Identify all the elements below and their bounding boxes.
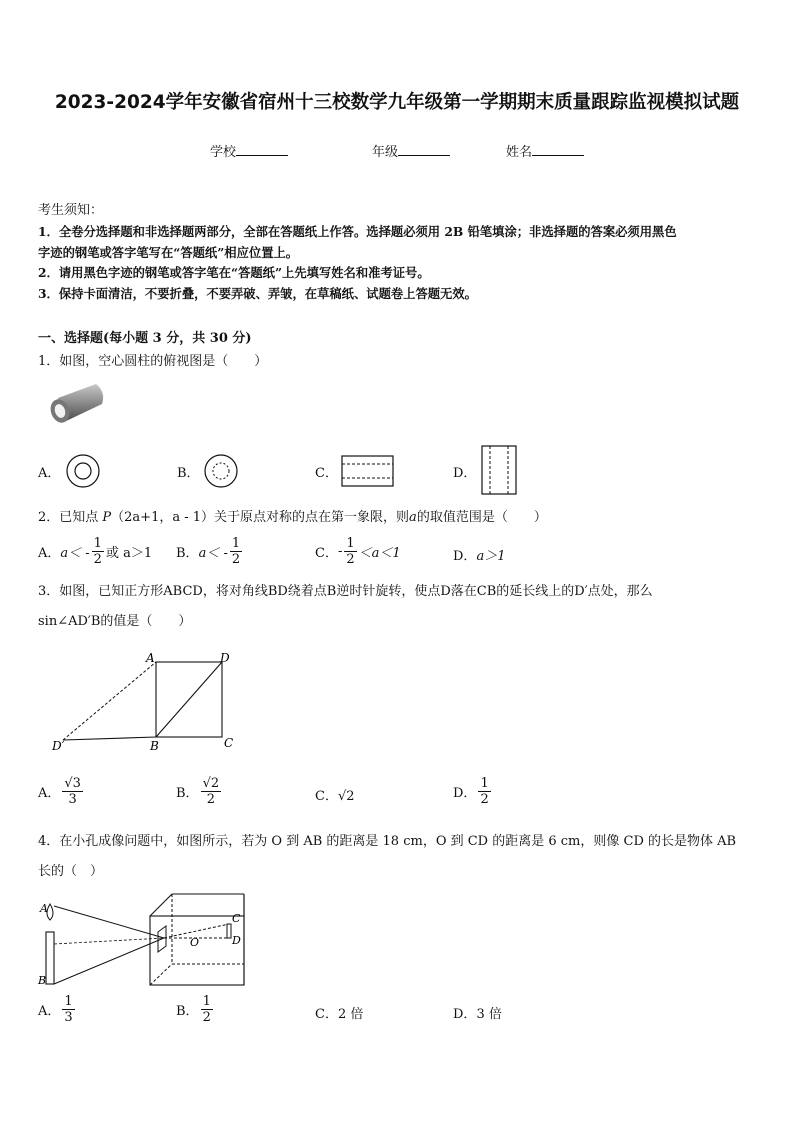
section-heading: 一、选择题(每小题 3 分，共 30 分) <box>38 331 252 346</box>
q3-square-figure <box>44 644 254 756</box>
q3-option-a-label: A． <box>38 786 61 801</box>
school-label: 学校 <box>210 145 237 160</box>
q4-stem-line-2: 长的（ ） <box>38 864 104 879</box>
q4-option-c <box>315 1003 363 1022</box>
school-field <box>210 141 288 160</box>
q3-option-c-label: C． <box>315 789 338 804</box>
q3-option-b-den: 2 <box>206 792 215 807</box>
image-cd <box>227 924 231 938</box>
q1-option-d-label: D． <box>453 466 477 481</box>
q3-stem-line-2: sin∠AD′B的值是（ ） <box>38 614 192 629</box>
notice-item-3: 3．保持卡面清洁，不要折叠，不要弄破、弄皱，在草稿纸、试题卷上答题无效。 <box>38 286 477 301</box>
q2-stem-mid: 关于原点对称的点在第一象限，则 <box>214 510 410 525</box>
q2-option-b-den: 2 <box>231 552 241 567</box>
q2-option-a-label: A． <box>38 546 61 561</box>
grade-field <box>372 141 450 160</box>
q3-option-a <box>38 776 85 807</box>
q4-option-a-label: A． <box>38 1004 61 1019</box>
q3-option-b-label: B． <box>176 786 199 801</box>
label-a: A <box>40 902 48 915</box>
page-title: 2023-2024学年安徽省宿州十三校数学九年级第一学期期末质量跟踪监视模拟试题 <box>54 92 740 113</box>
q3-option-d-den: 2 <box>480 792 489 807</box>
q4-option-a-fraction <box>62 994 74 1025</box>
q3-option-d <box>453 776 493 807</box>
notice-item-2: 2．请用黑色字迹的钢笔或答字笔在“答题纸”上先填写姓名和准考证号。 <box>38 265 430 280</box>
q3-option-d-label: D． <box>453 786 477 801</box>
q2-var: a <box>409 510 417 525</box>
ray-lower <box>54 938 164 984</box>
q3-option-d-num: 1 <box>480 776 489 791</box>
q2-option-a-num: 1 <box>93 536 102 551</box>
segment-d-prime-b <box>63 737 156 740</box>
grade-blank <box>398 142 450 156</box>
q4-option-a <box>38 994 77 1025</box>
q3-option-b <box>176 776 223 807</box>
q2-option-b-num: 1 <box>231 536 241 551</box>
grade-label: 年级 <box>372 145 399 160</box>
candle-body <box>46 932 54 984</box>
q4-option-c-label: C． <box>315 1007 338 1022</box>
q2-option-a-pre: a＜ - <box>60 546 90 561</box>
q2-option-c-num: 1 <box>346 536 355 551</box>
name-blank <box>532 142 584 156</box>
q2-option-c-label: C． <box>315 546 338 561</box>
q2-option-b-label: B． <box>176 546 199 561</box>
q3-option-d-fraction <box>478 776 490 807</box>
q2-option-a-fraction <box>92 536 104 567</box>
q2-option-c-fraction <box>344 536 356 567</box>
q2-option-c-pre: - <box>337 544 343 559</box>
q4-option-d-text: 3 倍 <box>476 1007 502 1022</box>
q4-option-b-den: 2 <box>202 1010 211 1025</box>
label-c: C <box>232 912 241 925</box>
q1-option-a-figure <box>64 453 102 489</box>
label-b: B <box>38 974 47 987</box>
label-d-prime: D′ <box>52 739 65 753</box>
q2-point-label: P <box>102 510 112 525</box>
q4-option-a-num: 1 <box>64 994 73 1009</box>
q3-option-c-text: √2 <box>337 789 355 804</box>
q3-option-b-num: √2 <box>202 776 220 791</box>
q4-option-b <box>176 994 215 1025</box>
ray-upper <box>54 906 164 938</box>
label-c: C <box>224 736 234 750</box>
dashed-segment-ad-prime <box>63 662 156 740</box>
q1-option-b-figure <box>202 453 240 489</box>
q2-point-coords: （2a+1，a - 1） <box>111 510 215 525</box>
q2-option-b-fraction <box>230 536 242 567</box>
q2-option-d-text: a＞1 <box>476 549 506 564</box>
q2-option-a-den: 2 <box>93 552 102 567</box>
q1-option-c-figure <box>340 453 396 489</box>
label-d: D <box>232 934 241 947</box>
q4-option-d-label: D． <box>453 1007 477 1022</box>
label-b: B <box>150 739 159 753</box>
q2-option-c <box>315 536 401 567</box>
q3-option-a-fraction <box>62 776 83 807</box>
hollow-cylinder-figure <box>44 378 108 430</box>
q2-stem-pre: 2．已知点 <box>38 510 103 525</box>
q2-option-c-post: ＜a＜1 <box>358 546 401 561</box>
q1-option-b-label: B． <box>177 466 200 481</box>
q2-option-c-den: 2 <box>346 552 355 567</box>
q1-stem: 1．如图，空心圆柱的俯视图是（ ） <box>38 354 268 369</box>
q4-option-d <box>453 1003 502 1022</box>
q4-option-a-den: 3 <box>64 1010 73 1025</box>
name-label: 姓名 <box>506 145 533 160</box>
q4-option-c-text: 2 倍 <box>337 1007 364 1022</box>
diagonal-bd <box>156 662 222 737</box>
q4-stem-line-1: 4．在小孔成像问题中，如图所示，若为 O 到 AB 的距离是 18 cm，O 到 CD 的距离是 6 cm，则像 CD 的长是物体 AB <box>38 834 737 849</box>
label-d: D <box>220 651 230 665</box>
label-a: A <box>146 651 155 665</box>
q3-stem-line-1: 3．如图，已知正方形ABCD，将对角线BD绕着点B逆时针旋转，使点D落在CB的延长线上的D′点处，那么 <box>38 584 653 599</box>
school-blank <box>236 142 288 156</box>
q2-stem-end: 的取值范围是（ ） <box>416 510 547 525</box>
q2-option-a-post: 或 a＞1 <box>105 546 153 561</box>
q2-option-d-label: D． <box>453 549 477 564</box>
q4-option-b-fraction <box>201 994 213 1025</box>
q1-option-a-label: A． <box>38 466 61 481</box>
label-o: O <box>190 936 200 949</box>
notice-item-1-line-1: 1．全卷分选择题和非选择题两部分，全部在答题纸上作答。选择题必须用 2B 铅笔填涂；非选择题的答案必须用黑色 <box>38 224 677 239</box>
q2-option-b <box>176 536 244 567</box>
q2-option-d <box>453 545 505 564</box>
q4-option-b-num: 1 <box>202 994 211 1009</box>
q1-option-d-figure <box>479 444 519 496</box>
q4-pinhole-figure <box>34 888 250 988</box>
name-field <box>506 141 584 160</box>
q2-stem <box>38 508 547 528</box>
q2-option-b-pre: a＜ - <box>198 546 228 561</box>
q1-option-c-label: C． <box>315 466 338 481</box>
notice-heading: 考生须知： <box>38 203 104 218</box>
q3-option-a-num: √3 <box>64 776 81 791</box>
q3-option-a-den: 3 <box>68 792 77 807</box>
box-front <box>150 916 244 985</box>
notice-item-1-line-2: 字迹的钢笔或答字笔写在“答题纸”相应位置上。 <box>38 245 299 260</box>
q3-option-c <box>315 785 355 804</box>
q4-option-b-label: B． <box>176 1004 199 1019</box>
q3-option-b-fraction <box>201 776 222 807</box>
q2-option-a <box>38 536 152 567</box>
